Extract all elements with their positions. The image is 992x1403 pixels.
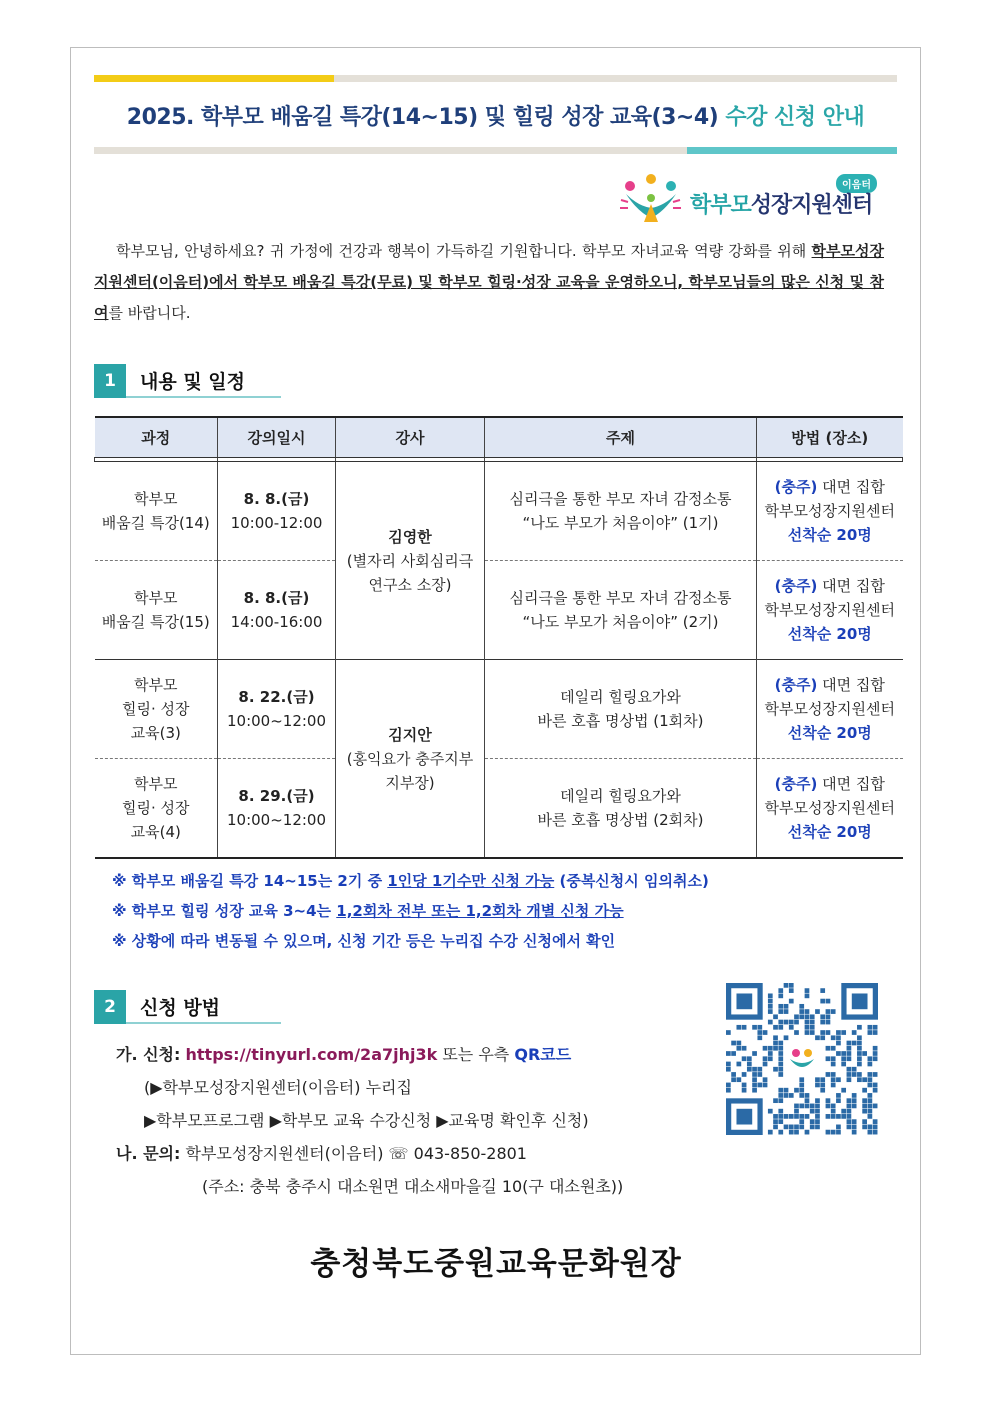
intro-text: 학부모님, 안녕하세요? 귀 가정에 건강과 행복이 가득하길 기원합니다. 학부모 자녀교육 역량 강화를 위해: [116, 242, 812, 260]
note-1: ※ 학부모 배움길 특강 14~15는 2기 중 1인당 1기수만 신청 가능 (중복신청시 임의취소): [112, 872, 709, 890]
intro-end: 를 바랍니다.: [108, 304, 191, 322]
qr-code[interactable]: [726, 983, 878, 1135]
top-divider: [94, 75, 897, 82]
logo-text: [690, 188, 872, 219]
table-row: 학부모 배움길 특강(15) 8. 8.(금) 14:00-16:00 심리극을 통한 부모 자녀 감정소통 “나도 부모가 처음이야” (2기) (충주) 대면 집합 학부모성장지원센터 선착순 20명: [95, 561, 903, 660]
header-date: 강의일시: [218, 417, 336, 458]
note-3: ※ 상황에 따라 변동될 수 있으며, 신청 기간 등은 누리집 수강 신청에서 확인: [112, 932, 616, 950]
center-logo: [618, 172, 900, 228]
logo-name-part2: 성장지원센터: [750, 193, 873, 218]
qr-code-icon: [726, 983, 878, 1135]
table-row: 학부모 힐링· 성장 교육(4) 8. 29.(금) 10:00~12:00 데일리 힐링요가와 바른 호흡 명상법 (2회차) (충주) 대면 집합 학부모성장지원센터 선착순 20명: [95, 759, 903, 859]
logo-badge: 이음터: [836, 174, 877, 193]
table-row: 학부모 힐링· 성장 교육(3) 8. 22.(금) 10:00~12:00 김지안 (홍익요가 충주지부 지부장) 데일리 힐링요가와 바른 호흡 명상법 (1회차) (충주) 대면 집합 학부모성장지원센터 선착순 20명: [95, 660, 903, 759]
contact-text: 학부모성장지원센터(이음터) ☏ 043-850-2801: [180, 1144, 527, 1163]
instructor-2: 김지안 (홍익요가 충주지부 지부장): [336, 660, 485, 859]
family-logo-icon: [618, 172, 684, 228]
instructor-1: 김영한 (별자리 사회심리극 연구소 소장): [336, 462, 485, 660]
header-location: 방법 (장소): [757, 417, 903, 458]
logo-name-part1: 학부모: [690, 193, 751, 218]
intro-underlined: 학부모성장지원센터(이음터)에서 학부모 배움길 특강(무료) 및 학부모 힐링·성장 교육을 운영하오니, 학부모님들의 많은 신청 및 참여: [94, 242, 884, 322]
section-2-label: 신청 방법: [140, 997, 221, 1019]
apply-path-2: ▶학부모프로그램 ▶학부모 교육 수강신청 ▶교육명 확인후 신청): [144, 1111, 589, 1130]
address: (주소: 충북 충주시 대소원면 대소새마을길 10(구 대소원초)): [202, 1177, 624, 1196]
header-instructor: 강사: [336, 417, 485, 458]
apply-info: 가. 신청: https://tinyurl.com/2a7jhj3k 또는 우측 QR코드 (▶학부모성장지원센터(이음터) 누리집 ▶학부모프로그램 ▶학부모 교육 수강신청 ▶교육명 확인후 신청) 나. 문의: 학부모성장지원센터(이음터) ☏ 043-850-2801 (주소: 충북 충주시 대소원면 대소새마을길 10(구 대소원초)): [116, 1038, 623, 1203]
title-main: 2025. 학부모 배움길 특강(14~15) 및 힐링 성장 교육(3~4): [126, 105, 719, 130]
contact-label: 나. 문의:: [116, 1144, 181, 1163]
header-course: 과정: [95, 417, 218, 458]
section-1-label: 내용 및 일정: [140, 371, 245, 393]
apply-label: 가. 신청:: [116, 1045, 181, 1064]
table-row: 학부모 배움길 특강(14) 8. 8.(금) 10:00-12:00 김영한 (별자리 사회심리극 연구소 소장) 심리극을 통한 부모 자녀 감정소통 “나도 부모가 처음이야” (1기) (충주) 대면 집합 학부모성장지원센터 선착순 20명: [95, 462, 903, 561]
notes: [112, 866, 709, 956]
section-2-number: 2: [94, 990, 126, 1024]
page-title: [94, 100, 897, 131]
schedule-table: [94, 416, 903, 859]
intro-paragraph: [94, 236, 884, 329]
issuer: 충청북도중원교육문화원장: [310, 1246, 682, 1282]
title-divider: [94, 147, 897, 154]
header-topic: 주제: [485, 417, 757, 458]
qr-mention: QR코드: [514, 1045, 572, 1064]
title-accent: 수강 신청 안내: [725, 105, 865, 130]
note-2: ※ 학부모 힐링 성장 교육 3~4는 1,2회차 전부 또는 1,2회차 개별 신청 가능: [112, 902, 624, 920]
apply-link[interactable]: https://tinyurl.com/2a7jhj3k: [185, 1045, 438, 1064]
section-1-number: 1: [94, 364, 126, 398]
apply-path-1: (▶학부모성장지원센터(이음터) 누리집: [144, 1078, 412, 1097]
table-header-row: [95, 417, 903, 458]
